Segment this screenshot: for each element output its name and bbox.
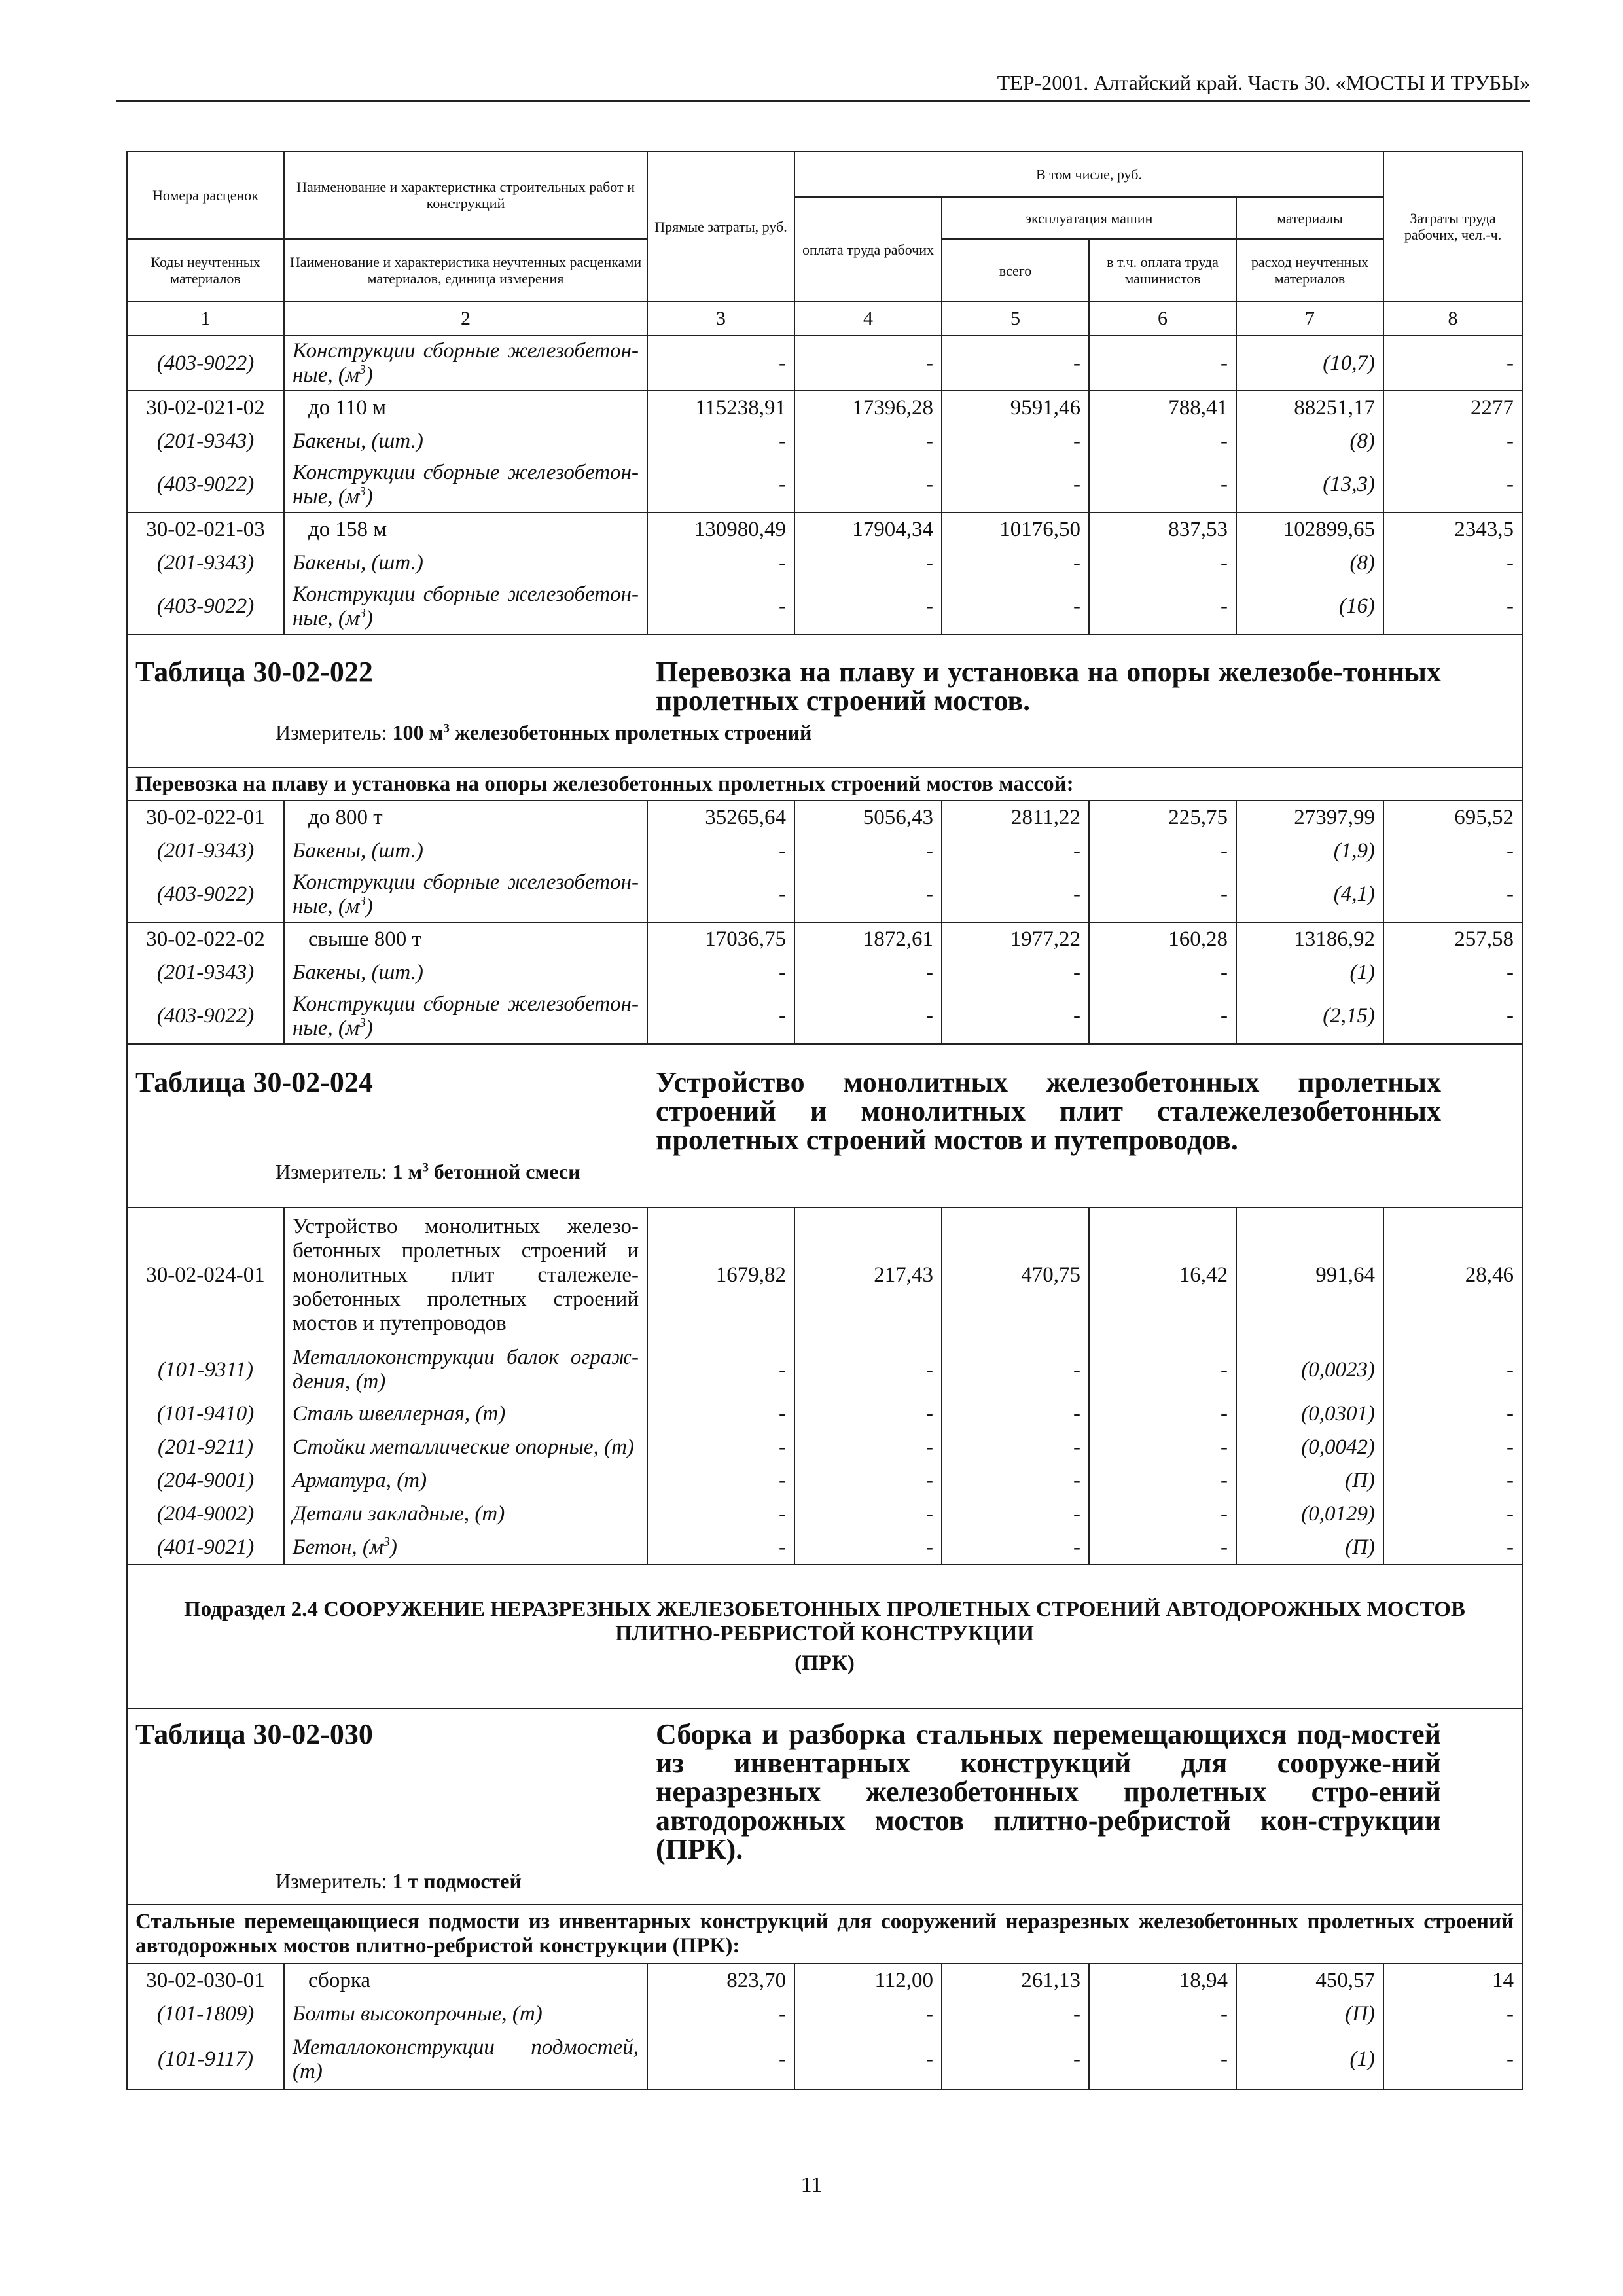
- dash-cell: -: [794, 2030, 942, 2089]
- material-qty: (П): [1236, 1531, 1383, 1564]
- dash-cell: -: [794, 1397, 942, 1431]
- dash-cell: -: [647, 1498, 794, 1531]
- measure-unit: Измеритель: 1 $м^3$ бетонной смеси: [276, 1159, 580, 1183]
- col-number: 3: [647, 302, 794, 336]
- dash-cell: -: [1383, 867, 1522, 922]
- rate-name: сборка: [284, 1964, 647, 1998]
- operators-pay: 160,28: [1089, 922, 1236, 956]
- material-row: [127, 1464, 1522, 1498]
- dash-cell: -: [1089, 1498, 1236, 1531]
- rate-code: 30-02-021-02: [127, 391, 284, 425]
- material-code: (401-9021): [127, 1531, 284, 1564]
- rate-code: 30-02-022-02: [127, 922, 284, 956]
- material-code: (204-9002): [127, 1498, 284, 1531]
- rate-row: [127, 391, 1522, 425]
- material-qty: (П): [1236, 1998, 1383, 2030]
- header-including: В том числе, руб.: [794, 151, 1383, 197]
- material-name: Металлоконструкции балок ограж-дения, (т): [284, 1342, 647, 1397]
- dash-cell: -: [1383, 1464, 1522, 1498]
- labor-pay: 112,00: [794, 1964, 942, 1998]
- col-number: 4: [794, 302, 942, 336]
- material-qty: (П): [1236, 1464, 1383, 1498]
- dash-cell: -: [1089, 867, 1236, 922]
- material-qty: (1): [1236, 956, 1383, 989]
- rate-name: до 800 т: [284, 800, 647, 834]
- direct-cost: 115238,91: [647, 391, 794, 425]
- labor-hours: 28,46: [1383, 1208, 1522, 1342]
- dash-cell: -: [794, 1531, 942, 1564]
- table-number: Таблица 30-02-024: [135, 1066, 373, 1098]
- material-code: (201-9211): [127, 1431, 284, 1464]
- machines-cost: 2811,22: [942, 800, 1089, 834]
- running-header: ТЕР-2001. Алтайский край. Часть 30. «МОСТЫ И ТРУБЫ»: [116, 71, 1530, 102]
- material-row: [127, 1498, 1522, 1531]
- dash-cell: -: [1383, 989, 1522, 1044]
- dash-cell: -: [1383, 1342, 1522, 1397]
- dash-cell: -: [647, 2030, 794, 2089]
- rate-name: свыше 800 т: [284, 922, 647, 956]
- table-number: Таблица 30-02-030: [135, 1717, 373, 1750]
- dash-cell: -: [794, 1998, 942, 2030]
- labor-hours: 2343,5: [1383, 512, 1522, 547]
- rate-code: 30-02-021-03: [127, 512, 284, 547]
- material-qty: (0,0023): [1236, 1342, 1383, 1397]
- labor-pay: 5056,43: [794, 800, 942, 834]
- table-caption: [127, 1708, 1522, 1905]
- table-number: Таблица 30-02-022: [135, 655, 373, 688]
- col-number: 1: [127, 302, 284, 336]
- material-name: Конструкции сборные железобетон-ные, $(м^3)$: [284, 579, 647, 634]
- header-labor-pay: оплата труда рабочих: [794, 197, 942, 302]
- material-name: Болты высокопрочные, (т): [284, 1998, 647, 2030]
- labor-hours: 2277: [1383, 391, 1522, 425]
- material-code: (101-9410): [127, 1397, 284, 1431]
- dash-cell: -: [647, 1998, 794, 2030]
- material-name: Конструкции сборные железобетон-ные, $(м^3)$: [284, 867, 647, 922]
- dash-cell: -: [794, 425, 942, 457]
- direct-cost: 823,70: [647, 1964, 794, 1998]
- dash-cell: -: [1383, 1431, 1522, 1464]
- dash-cell: -: [942, 1498, 1089, 1531]
- dash-cell: -: [1089, 1531, 1236, 1564]
- dash-cell: -: [942, 1431, 1089, 1464]
- col-number: 2: [284, 302, 647, 336]
- col-number: 6: [1089, 302, 1236, 336]
- material-qty: (1): [1236, 2030, 1383, 2089]
- header-unaccounted: расход неучтенных материалов: [1236, 239, 1383, 302]
- dash-cell: -: [647, 834, 794, 867]
- dash-cell: -: [1089, 547, 1236, 579]
- labor-pay: 17396,28: [794, 391, 942, 425]
- header-col2-top: Наименование и характеристика строительных работ и конструкций: [284, 151, 647, 239]
- materials-cost: 102899,65: [1236, 512, 1383, 547]
- dash-cell: -: [1383, 834, 1522, 867]
- dash-cell: -: [942, 2030, 1089, 2089]
- material-code: (101-9311): [127, 1342, 284, 1397]
- header-col1-top: Номера расценок: [127, 151, 284, 239]
- header-materials: материалы: [1236, 197, 1383, 239]
- materials-cost: 88251,17: [1236, 391, 1383, 425]
- material-row: [127, 425, 1522, 457]
- dash-cell: -: [1383, 457, 1522, 512]
- dash-cell: -: [1089, 425, 1236, 457]
- dash-cell: -: [794, 1498, 942, 1531]
- material-row: [127, 579, 1522, 634]
- labor-hours: 14: [1383, 1964, 1522, 1998]
- table-title: Перевозка на плаву и установка на опоры железобе-тонных пролетных строений мостов.: [656, 655, 1441, 717]
- header-labor: Затраты труда рабочих, чел.-ч.: [1383, 151, 1522, 302]
- operators-pay: 788,41: [1089, 391, 1236, 425]
- materials-cost: 991,64: [1236, 1208, 1383, 1342]
- material-code: (201-9343): [127, 425, 284, 457]
- material-row: [127, 2030, 1522, 2089]
- group-heading: Перевозка на плаву и установка на опоры железобетонных пролетных строений мостов массой:: [127, 768, 1522, 800]
- material-code: (201-9343): [127, 547, 284, 579]
- dash-cell: -: [647, 425, 794, 457]
- material-qty: (8): [1236, 547, 1383, 579]
- dash-cell: -: [647, 989, 794, 1044]
- col-number: 7: [1236, 302, 1383, 336]
- subsection-abbrev: (ПРК): [794, 1651, 855, 1675]
- material-name: Металлоконструкции подмостей, (т): [284, 2030, 647, 2089]
- dash-cell: -: [794, 336, 942, 391]
- material-qty: (0,0042): [1236, 1431, 1383, 1464]
- material-row: [127, 956, 1522, 989]
- material-qty: (0,0301): [1236, 1397, 1383, 1431]
- dash-cell: -: [1089, 2030, 1236, 2089]
- dash-cell: -: [1089, 1431, 1236, 1464]
- measure-unit: Измеритель: 1 т подмостей: [276, 1869, 522, 1893]
- rate-row: [127, 1208, 1522, 1342]
- material-code: (403-9022): [127, 989, 284, 1044]
- labor-hours: 257,58: [1383, 922, 1522, 956]
- dash-cell: -: [942, 1998, 1089, 2030]
- dash-cell: -: [1089, 956, 1236, 989]
- machines-cost: 470,75: [942, 1208, 1089, 1342]
- material-row: [127, 547, 1522, 579]
- dash-cell: -: [1089, 989, 1236, 1044]
- dash-cell: -: [1383, 956, 1522, 989]
- dash-cell: -: [1383, 1531, 1522, 1564]
- dash-cell: -: [942, 547, 1089, 579]
- rate-row: [127, 800, 1522, 834]
- machines-cost: 261,13: [942, 1964, 1089, 1998]
- table-caption: [127, 634, 1522, 768]
- dash-cell: -: [1383, 1998, 1522, 2030]
- material-qty: (13,3): [1236, 457, 1383, 512]
- material-row: [127, 457, 1522, 512]
- dash-cell: -: [794, 956, 942, 989]
- column-numbers-row: [127, 302, 1522, 336]
- table-title: Сборка и разборка стальных перемещающихся под-мостей из инвентарных конструкций для сооруже-ний неразрезных железобетонных пролетных стро-ений автодорожных мостов плитно-ребристой кон-струкции (ПРК).: [656, 1717, 1441, 1865]
- rate-row: [127, 1964, 1522, 1998]
- dash-cell: -: [1089, 834, 1236, 867]
- dash-cell: -: [647, 579, 794, 634]
- dash-cell: -: [794, 457, 942, 512]
- material-qty: (16): [1236, 579, 1383, 634]
- dash-cell: -: [1383, 425, 1522, 457]
- material-name: Конструкции сборные железобетон-ные, $(м^3)$: [284, 989, 647, 1044]
- dash-cell: -: [1089, 336, 1236, 391]
- material-name: Бакены, (шт.): [284, 956, 647, 989]
- dash-cell: -: [942, 1531, 1089, 1564]
- material-name: Бакены, (шт.): [284, 834, 647, 867]
- measure-unit: Измеритель: 100 $м^3$ железобетонных пролетных строений: [276, 720, 812, 744]
- dash-cell: -: [647, 1464, 794, 1498]
- dash-cell: -: [1089, 1464, 1236, 1498]
- col-number: 5: [942, 302, 1089, 336]
- materials-cost: 450,57: [1236, 1964, 1383, 1998]
- labor-pay: 17904,34: [794, 512, 942, 547]
- price-table: [126, 151, 1523, 2090]
- material-name: Бакены, (шт.): [284, 547, 647, 579]
- header-direct-costs: Прямые затраты, руб.: [647, 151, 794, 302]
- rate-code: 30-02-030-01: [127, 1964, 284, 1998]
- dash-cell: -: [794, 834, 942, 867]
- operators-pay: 225,75: [1089, 800, 1236, 834]
- material-qty: (10,7): [1236, 336, 1383, 391]
- dash-cell: -: [942, 956, 1089, 989]
- material-code: (201-9343): [127, 956, 284, 989]
- dash-cell: -: [794, 1464, 942, 1498]
- operators-pay: 16,42: [1089, 1208, 1236, 1342]
- materials-cost: 13186,92: [1236, 922, 1383, 956]
- material-row: [127, 1342, 1522, 1397]
- material-code: (403-9022): [127, 867, 284, 922]
- dash-cell: -: [647, 547, 794, 579]
- machines-cost: 10176,50: [942, 512, 1089, 547]
- dash-cell: -: [647, 457, 794, 512]
- header-machines: эксплуатация машин: [942, 197, 1236, 239]
- rate-name: до 110 м: [284, 391, 647, 425]
- dash-cell: -: [942, 425, 1089, 457]
- dash-cell: -: [942, 1342, 1089, 1397]
- material-name: Арматура, (т): [284, 1464, 647, 1498]
- page-number: 11: [800, 2173, 823, 2197]
- group-heading: Стальные перемещающиеся подмости из инвентарных конструкций для сооружений неразрезных железобетонных пролетных строений автодорожных мостов плитно-ребристой конструкции (ПРК):: [127, 1905, 1522, 1964]
- header-machines-total: всего: [942, 239, 1089, 302]
- direct-cost: 17036,75: [647, 922, 794, 956]
- rate-code: 30-02-022-01: [127, 800, 284, 834]
- rate-name: Устройство монолитных железо-бетонных пролетных строений и монолитных плит сталежеле-зобетонных пролетных строений мостов и путепроводов: [284, 1208, 647, 1342]
- dash-cell: -: [794, 1342, 942, 1397]
- material-qty: (0,0129): [1236, 1498, 1383, 1531]
- subsection-title: Подраздел 2.4 СООРУЖЕНИЕ НЕРАЗРЕЗНЫХ ЖЕЛЕЗОБЕТОННЫХ ПРОЛЕТНЫХ СТРОЕНИЙ АВТОДОРОЖНЫХ МОСТОВ ПЛИТНО-РЕБРИСТОЙ КОНСТРУКЦИИ: [184, 1597, 1465, 1645]
- materials-cost: 27397,99: [1236, 800, 1383, 834]
- material-qty: (2,15): [1236, 989, 1383, 1044]
- dash-cell: -: [942, 457, 1089, 512]
- dash-cell: -: [647, 867, 794, 922]
- rate-row: [127, 922, 1522, 956]
- material-name: Конструкции сборные железобетон-ные, $(м^3)$: [284, 336, 647, 391]
- dash-cell: -: [647, 956, 794, 989]
- dash-cell: -: [647, 1397, 794, 1431]
- dash-cell: -: [1383, 1498, 1522, 1531]
- material-code: (201-9343): [127, 834, 284, 867]
- dash-cell: -: [1089, 1998, 1236, 2030]
- dash-cell: -: [794, 989, 942, 1044]
- table-title: Устройство монолитных железобетонных пролетных строений и монолитных плит сталежелезобетонных пролетных строений мостов и путепроводов.: [656, 1066, 1441, 1156]
- material-code: (101-1809): [127, 1998, 284, 2030]
- material-qty: (1,9): [1236, 834, 1383, 867]
- material-name: Детали закладные, (т): [284, 1498, 647, 1531]
- material-qty: (8): [1236, 425, 1383, 457]
- material-qty: (4,1): [1236, 867, 1383, 922]
- dash-cell: -: [794, 867, 942, 922]
- dash-cell: -: [942, 579, 1089, 634]
- material-row: [127, 1431, 1522, 1464]
- material-row: [127, 1397, 1522, 1431]
- dash-cell: -: [1089, 1342, 1236, 1397]
- header-operators-pay: в т.ч. оплата труда машинистов: [1089, 239, 1236, 302]
- subsection-heading: [127, 1564, 1522, 1708]
- material-row: [127, 989, 1522, 1044]
- material-name: Бакены, (шт.): [284, 425, 647, 457]
- dash-cell: -: [942, 336, 1089, 391]
- rate-code: 30-02-024-01: [127, 1208, 284, 1342]
- header-col1-bottom: Коды неучтенных материалов: [127, 239, 284, 302]
- direct-cost: 35265,64: [647, 800, 794, 834]
- material-row: [127, 834, 1522, 867]
- dash-cell: -: [1383, 336, 1522, 391]
- dash-cell: -: [794, 579, 942, 634]
- material-row: [127, 1531, 1522, 1564]
- dash-cell: -: [647, 336, 794, 391]
- dash-cell: -: [647, 1531, 794, 1564]
- dash-cell: -: [942, 867, 1089, 922]
- dash-cell: -: [942, 1464, 1089, 1498]
- dash-cell: -: [1383, 2030, 1522, 2089]
- header-col2-bottom: Наименование и характеристика неучтенных расценками материалов, единица измерения: [284, 239, 647, 302]
- material-row: [127, 867, 1522, 922]
- labor-pay: 1872,61: [794, 922, 942, 956]
- labor-pay: 217,43: [794, 1208, 942, 1342]
- table-caption: [127, 1044, 1522, 1208]
- dash-cell: -: [1089, 1397, 1236, 1431]
- material-code: (403-9022): [127, 336, 284, 391]
- dash-cell: -: [942, 989, 1089, 1044]
- labor-hours: 695,52: [1383, 800, 1522, 834]
- material-code: (403-9022): [127, 457, 284, 512]
- dash-cell: -: [1383, 579, 1522, 634]
- dash-cell: -: [942, 1397, 1089, 1431]
- material-name: Сталь швеллерная, (т): [284, 1397, 647, 1431]
- rate-row: [127, 512, 1522, 547]
- dash-cell: -: [1089, 457, 1236, 512]
- material-row: [127, 336, 1522, 391]
- direct-cost: 130980,49: [647, 512, 794, 547]
- machines-cost: 1977,22: [942, 922, 1089, 956]
- rate-name: до 158 м: [284, 512, 647, 547]
- material-name: Стойки металлические опорные, (т): [284, 1431, 647, 1464]
- dash-cell: -: [1383, 1397, 1522, 1431]
- dash-cell: -: [1383, 547, 1522, 579]
- dash-cell: -: [794, 1431, 942, 1464]
- dash-cell: -: [794, 547, 942, 579]
- dash-cell: -: [647, 1342, 794, 1397]
- material-code: (403-9022): [127, 579, 284, 634]
- material-code: (101-9117): [127, 2030, 284, 2089]
- dash-cell: -: [942, 834, 1089, 867]
- machines-cost: 9591,46: [942, 391, 1089, 425]
- direct-cost: 1679,82: [647, 1208, 794, 1342]
- operators-pay: 18,94: [1089, 1964, 1236, 1998]
- col-number: 8: [1383, 302, 1522, 336]
- material-code: (204-9001): [127, 1464, 284, 1498]
- material-name: Конструкции сборные железобетон-ные, $(м^3)$: [284, 457, 647, 512]
- material-row: [127, 1998, 1522, 2030]
- dash-cell: -: [1089, 579, 1236, 634]
- operators-pay: 837,53: [1089, 512, 1236, 547]
- dash-cell: -: [647, 1431, 794, 1464]
- material-name: Бетон, $(м^3)$: [284, 1531, 647, 1564]
